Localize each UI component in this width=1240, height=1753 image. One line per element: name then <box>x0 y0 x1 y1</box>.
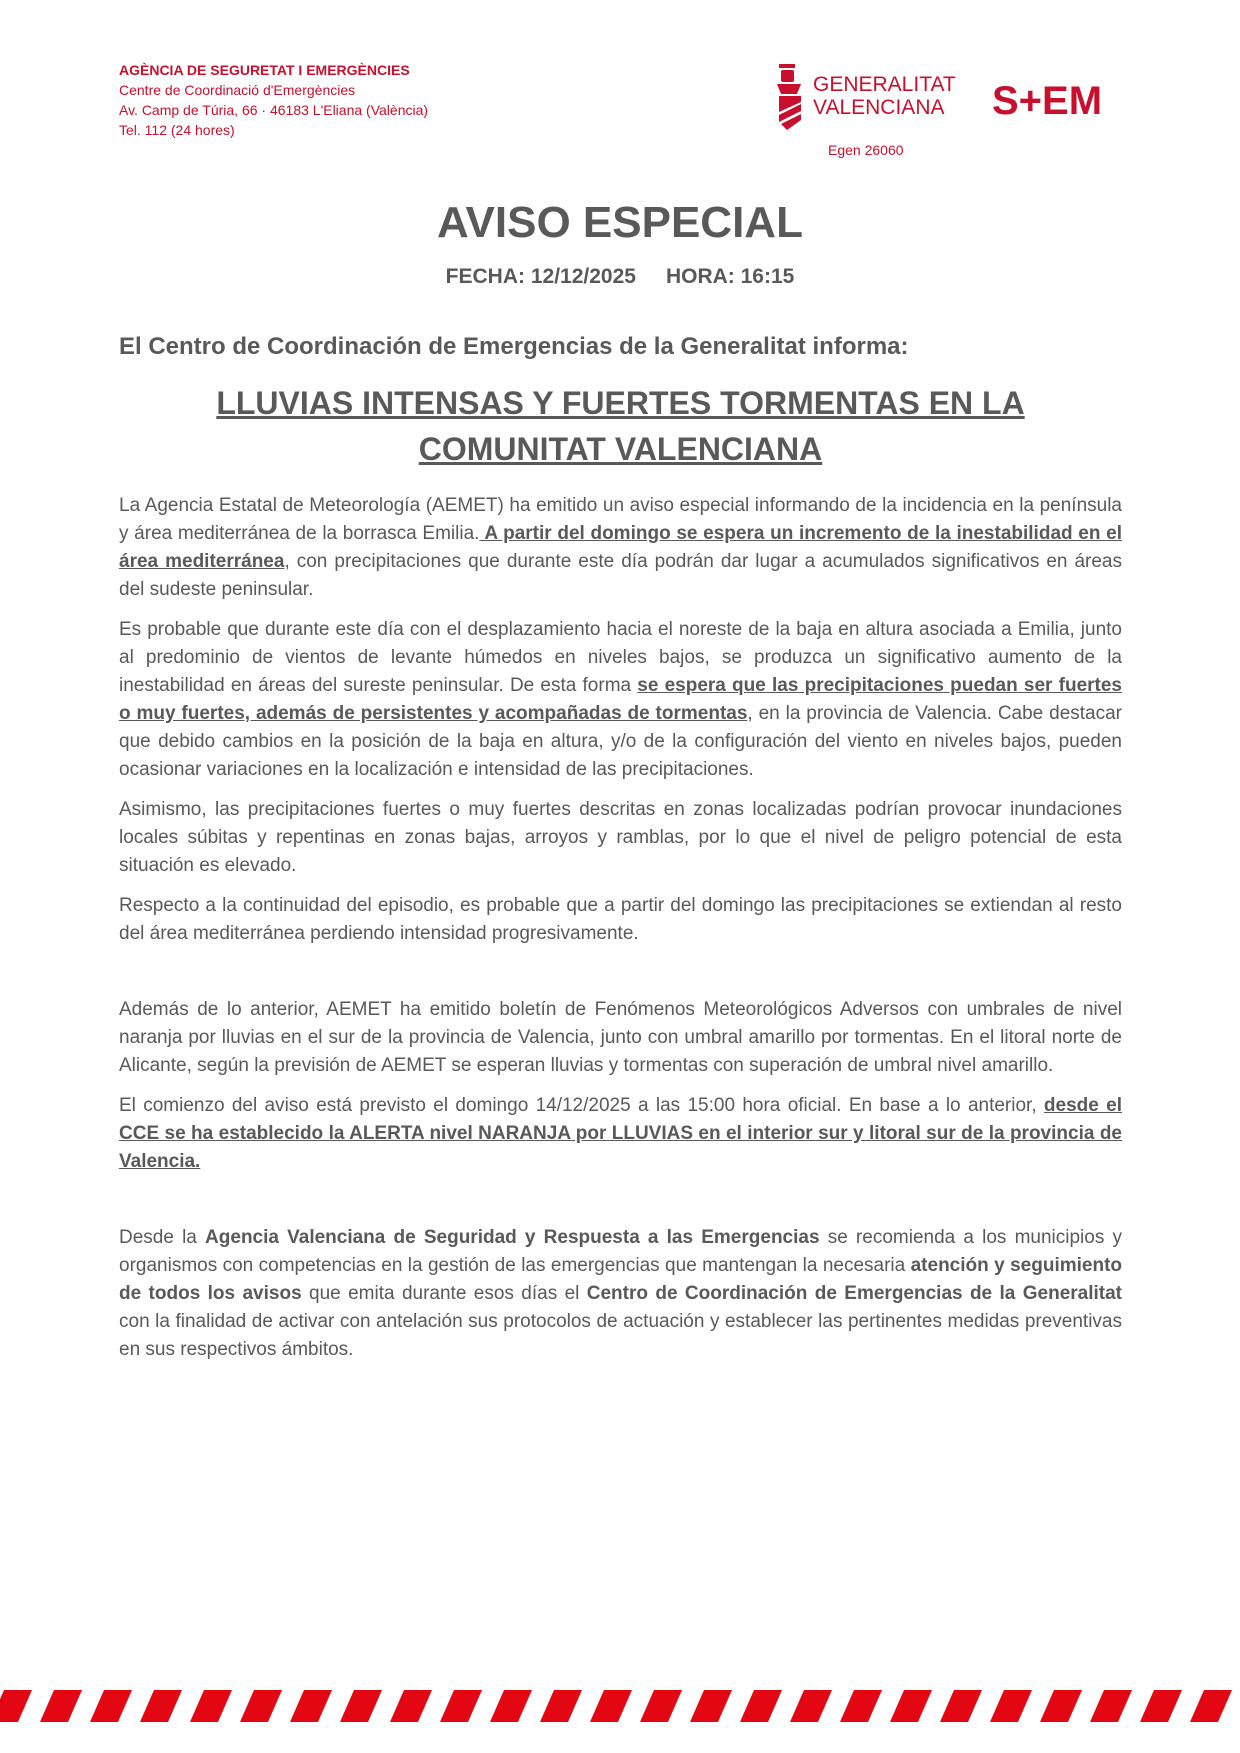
paragraph-2-text-a: Es probable que durante este día con el desplazamiento hacia el noreste de la baja en altura asociada a Emilia, junto al predominio de vientos de levante húmedos en niveles bajos, se produzca un significativo aumento de la inestabilidad en áreas del sureste peninsular. De esta forma <box>119 619 1122 696</box>
footer-stripe <box>690 1690 732 1722</box>
footer-stripe <box>840 1690 882 1722</box>
paragraph-1-text-a: La Agencia Estatal de Meteorología (AEMET) ha emitido un aviso especial informando de la incidencia en la península y área mediterránea de la borrasca Emilia. <box>119 495 1122 544</box>
footer-stripe <box>940 1690 982 1722</box>
paragraph-7-text-c: que emita durante esos días el <box>301 1283 587 1304</box>
footer-stripe <box>1090 1690 1132 1722</box>
footer-stripe <box>0 1690 32 1722</box>
generalitat-emblem-icon <box>777 64 801 130</box>
footer-stripe <box>1140 1690 1182 1722</box>
agency-name: AGÈNCIA DE SEGURETAT I EMERGÈNCIES <box>119 62 410 78</box>
dateline <box>0 265 1240 289</box>
agency-address: Av. Camp de Túria, 66 · 46183 L'Eliana (València) <box>119 102 429 118</box>
document-title: AVISO ESPECIAL <box>437 198 803 247</box>
footer-stripe <box>140 1690 182 1722</box>
footer-stripe <box>1190 1690 1232 1722</box>
paragraph-1-text-b: , con precipitaciones que durante este día podrán dar lugar a acumulados significativos en áreas del sudeste peninsular. <box>119 551 1122 600</box>
footer-stripe <box>240 1690 282 1722</box>
paragraph-6 <box>119 1092 1122 1176</box>
egen-code: Egen 26060 <box>828 142 904 158</box>
paragraph-4: Respecto a la continuidad del episodio, es probable que a partir del domingo las precipitaciones se extiendan al resto del área mediterránea perdiendo intensidad progresivamente. <box>119 895 1122 944</box>
paragraph-6-text-a: El comienzo del aviso está previsto el domingo 14/12/2025 a las 15:00 hora oficial. En base a lo anterior, <box>119 1095 1044 1116</box>
footer-stripe <box>1040 1690 1082 1722</box>
footer-stripe-band <box>0 1690 1240 1722</box>
paragraph-1-emphasis: A partir del domingo se espera un incremento de la inestabilidad en el área mediterránea <box>119 523 1122 572</box>
generalitat-valenciana-logo <box>775 60 965 135</box>
paragraph-7-text-a: Desde la <box>119 1227 206 1248</box>
footer-stripe <box>190 1690 232 1722</box>
paragraph-2-text-b: , en la provincia de Valencia. Cabe destacar que debido cambios en la posición de la baja en altura, y/o de la configuración del viento en niveles bajos, pueden ocasionar variaciones en la localización e intensidad de las precipitaciones. <box>119 703 1122 780</box>
sem-logo-text: S+EM <box>992 79 1103 120</box>
paragraph-2-emphasis: se espera que las precipitaciones puedan ser fuertes o muy fuertes, además de persistentes y acompañadas de tormentas <box>119 675 1122 724</box>
time-field: HORA: 16:15 <box>665 265 795 288</box>
footer-stripe <box>540 1690 582 1722</box>
document-body <box>119 330 1122 1376</box>
footer-stripe <box>490 1690 532 1722</box>
footer-stripe <box>790 1690 832 1722</box>
agency-address-block <box>119 60 428 140</box>
paragraph-7-text-b: se recomienda a los municipios y organismos con competencias en la gestión de las emergencias que mantengan la necesaria <box>119 1227 1122 1276</box>
footer-stripe <box>890 1690 932 1722</box>
footer-stripe <box>90 1690 132 1722</box>
paragraph-5: Además de lo anterior, AEMET ha emitido boletín de Fenómenos Meteorológicos Adversos con umbrales de nivel naranja por lluvias en el sur de la provincia de Valencia, junto con umbral amarillo por tormentas. En el litoral norte de Alicante, según la previsión de AEMET se esperan lluvias y tormentas con superación de umbral nivel amarillo. <box>119 999 1122 1076</box>
footer-stripe <box>990 1690 1032 1722</box>
sem-logo <box>992 78 1117 120</box>
footer-stripe <box>640 1690 682 1722</box>
paragraph-2 <box>119 616 1122 784</box>
footer-stripe <box>740 1690 782 1722</box>
paragraph-1 <box>119 492 1122 604</box>
footer-stripe <box>40 1690 82 1722</box>
footer-stripe <box>440 1690 482 1722</box>
footer-stripe <box>590 1690 632 1722</box>
paragraph-7-attention: atención y seguimiento de todos los avisos <box>119 1255 1123 1304</box>
date-field: FECHA: 12/12/2025 <box>445 265 636 288</box>
paragraph-7-centre: Centro de Coordinación de Emergencias de la Generalitat <box>586 1283 1122 1304</box>
footer-stripe <box>390 1690 432 1722</box>
paragraph-3: Asimismo, las precipitaciones fuertes o muy fuertes descritas en zonas localizadas podrían provocar inundaciones locales súbitas y repentinas en zonas bajas, arroyos y ramblas, por lo que el nivel de peligro potencial de esta situación es elevado. <box>119 799 1122 876</box>
paragraph-7-agency: Agencia Valenciana de Seguridad y Respuesta a las Emergencias <box>205 1227 820 1248</box>
agency-phone: Tel. 112 (24 hores) <box>119 122 235 138</box>
headline: LLUVIAS INTENSAS Y FUERTES TORMENTAS EN LA COMUNITAT VALENCIANA <box>216 385 1025 467</box>
intro-line: El Centro de Coordinación de Emergencias de la Generalitat informa: <box>119 333 909 360</box>
paragraph-7-text-d: con la finalidad de activar con antelación sus protocolos de actuación y establecer las pertinentes medidas preventivas en sus respectivos ámbitos. <box>119 1311 1122 1360</box>
agency-centre: Centre de Coordinació d'Emergències <box>119 82 356 98</box>
paragraph-6-alert: desde el CCE se ha establecido la ALERTA nivel NARANJA por LLUVIAS en el interior sur y litoral sur de la provincia de Valencia. <box>119 1095 1122 1172</box>
gv-logo-line-1: GENERALITAT <box>813 73 956 96</box>
paragraph-7 <box>119 1224 1122 1364</box>
footer-stripe <box>340 1690 382 1722</box>
gv-logo-line-2: VALENCIANA <box>813 96 945 119</box>
footer-stripe <box>290 1690 332 1722</box>
